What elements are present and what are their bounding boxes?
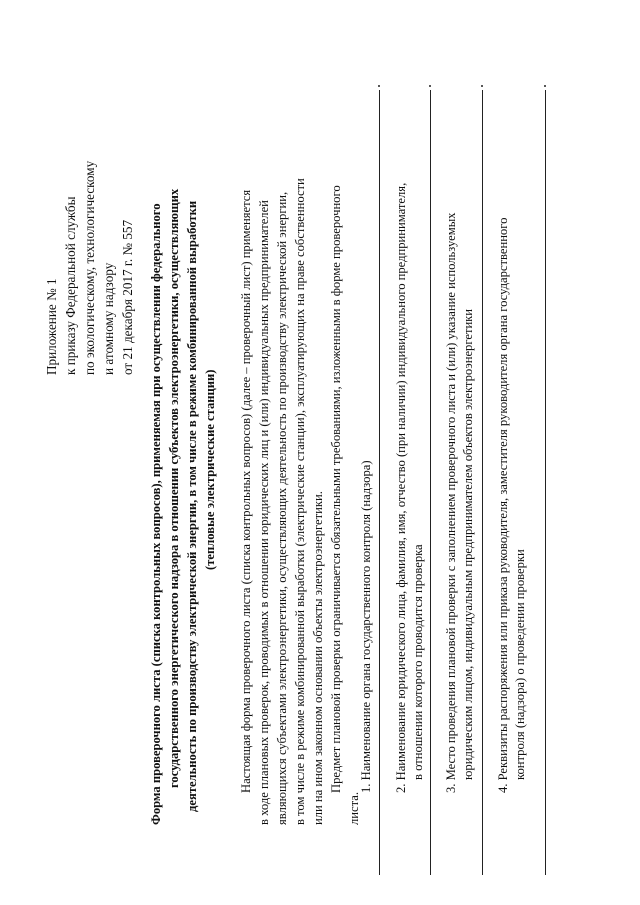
answer-line-4[interactable] bbox=[545, 90, 546, 875]
paragraph-line: в том числе в режиме комбинированной выработки (электрические станции), эксплуатирующих на праве собственности bbox=[293, 178, 307, 825]
annex-line-4: от 21 декабря 2017 г. № 557 bbox=[120, 219, 135, 375]
paragraph-line: или на ином законном основании объекты электроэнергетики. bbox=[311, 491, 325, 825]
annex-line-2: по экологическому, технологическому bbox=[82, 160, 97, 375]
line-end-mark bbox=[378, 85, 380, 87]
answer-line-3[interactable] bbox=[482, 90, 483, 875]
heading-line-3: деятельность по производству электрической энергии, в том числе в режиме комбинированной выработки bbox=[185, 200, 199, 812]
annex-line-3: и атомному надзору bbox=[101, 262, 116, 375]
annex-line-1: к приказу Федеральной службы bbox=[63, 196, 78, 375]
paragraph-line: листа. bbox=[347, 791, 361, 825]
line-end-mark bbox=[481, 85, 483, 87]
item-label: 1. Наименование органа государственного контроля (надзора) bbox=[359, 460, 373, 793]
item-label: 4. Реквизиты распоряжения или приказа руководителя, заместителя руководителя органа государственного bbox=[496, 217, 510, 793]
paragraph-line: Настоящая форма проверочного листа (списка контрольных вопросов) (далее – проверочный лист) применяется bbox=[239, 189, 253, 793]
heading-line-1: Форма проверочного листа (списка контрольных вопросов), применяемая при осуществлении федерального bbox=[149, 203, 163, 825]
answer-line-1[interactable] bbox=[379, 90, 380, 875]
item-label: юридическим лицом, индивидуальным предпринимателем объектов электроэнергетики bbox=[461, 308, 475, 780]
item-label: в отношении которого проводится проверка bbox=[411, 544, 425, 780]
paragraph-line: в ходе плановых проверок, проводимых в отношении юридических лиц и (или) индивидуальных предпринимателей bbox=[257, 200, 271, 825]
item-label: контроля (надзора) о проведении проверки bbox=[513, 549, 527, 780]
line-end-mark bbox=[544, 85, 546, 87]
answer-line-2[interactable] bbox=[430, 90, 431, 875]
heading-line-2: государственного энергетического надзора в отношении субъектов электроэнергетики, осуществляющих bbox=[167, 188, 181, 788]
item-label: 2. Наименование юридического лица, фамилия, имя, отчество (при наличии) индивидуального предпринимателя, bbox=[394, 182, 408, 793]
paragraph-line: Предмет плановой проверки ограничивается обязательными требованиями, изложенными в форме проверочного bbox=[329, 185, 343, 793]
heading-line-4: (тепловые электрические станции) bbox=[203, 369, 217, 570]
item-label: 3. Место проведения плановой проверки с заполнением проверочного листа и (или) указание используемых bbox=[444, 212, 458, 793]
paragraph-line: являющихся субъектами электроэнергетики, осуществляющих деятельность по производству электрической энергии, bbox=[275, 191, 289, 825]
annex-title: Приложение № 1 bbox=[44, 278, 59, 375]
line-end-mark bbox=[429, 85, 431, 87]
